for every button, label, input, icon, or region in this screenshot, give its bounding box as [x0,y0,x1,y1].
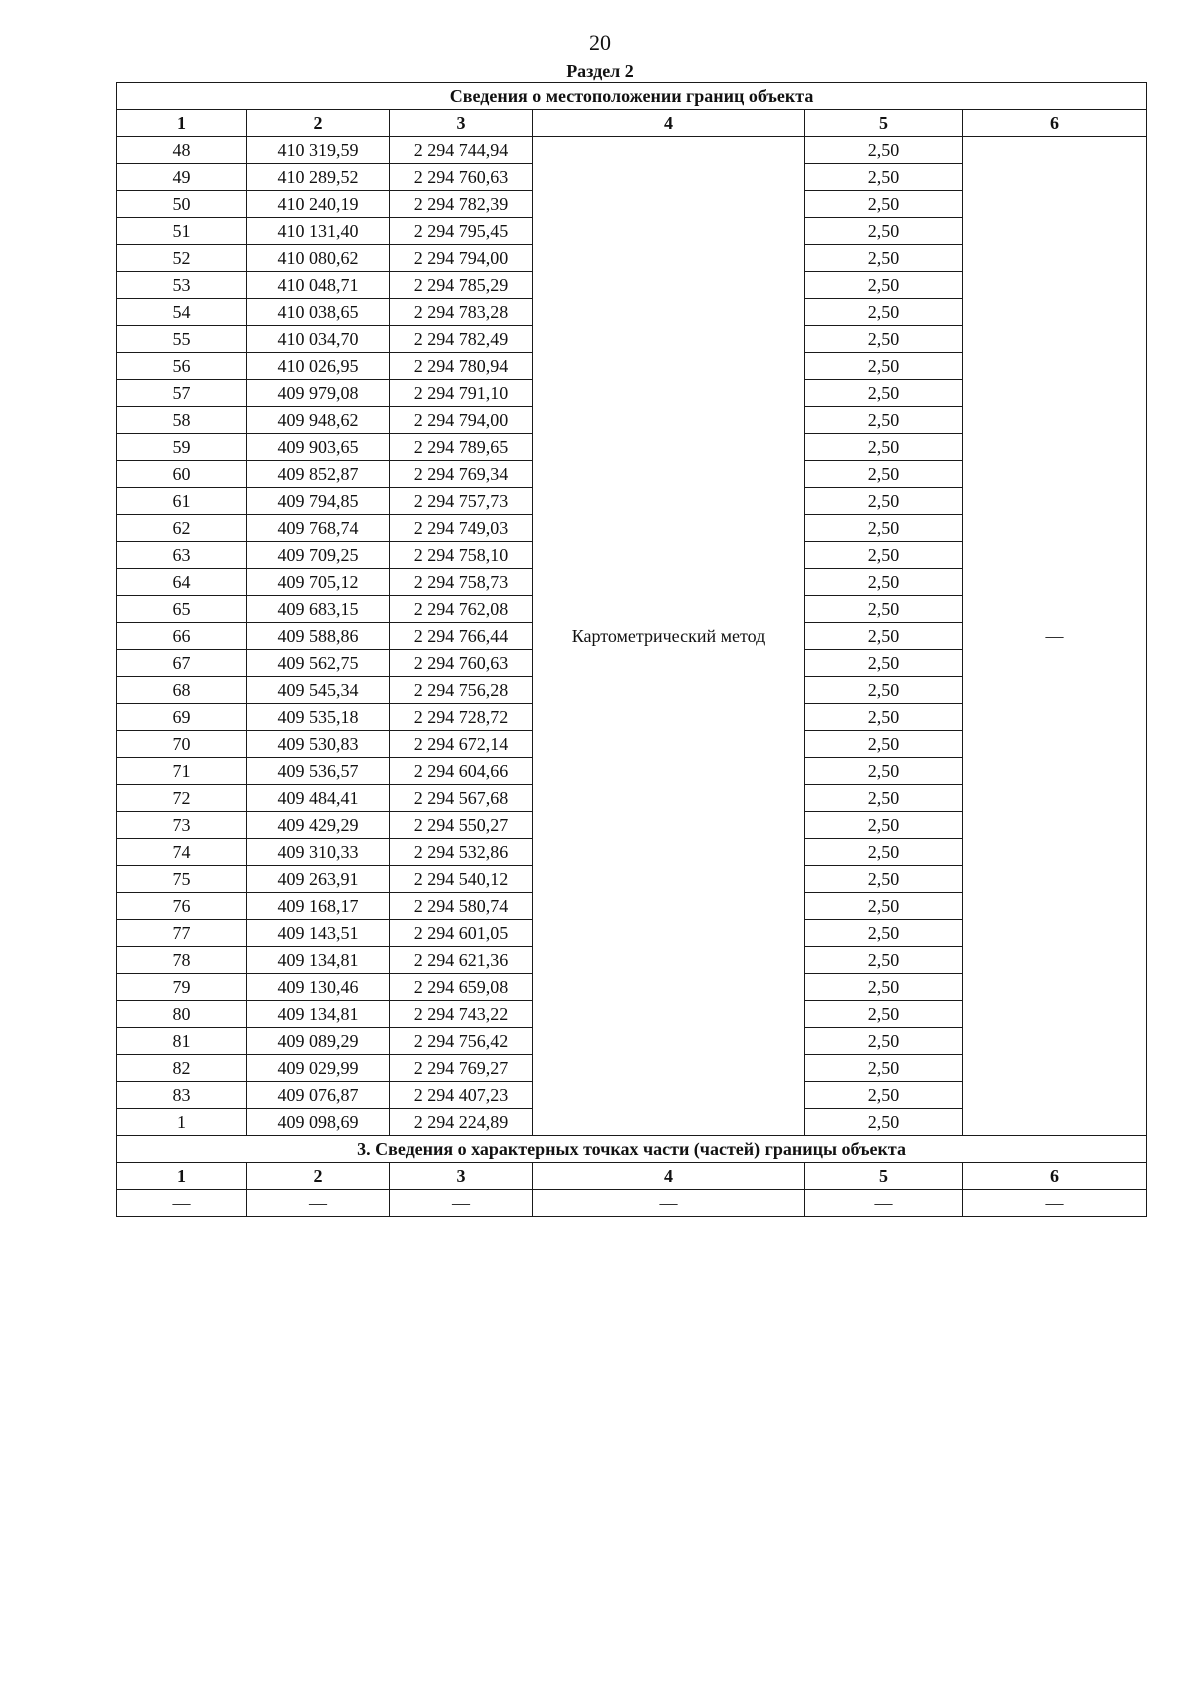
point-number-cell: 63 [117,542,247,569]
accuracy-cell: 2,50 [805,380,963,407]
table2-caption-row [117,1136,1147,1163]
table2-cell: — [533,1190,805,1217]
table2-cell: — [963,1190,1147,1217]
x-coordinate-cell: 409 076,87 [247,1082,390,1109]
point-number-cell: 58 [117,407,247,434]
x-coordinate-cell: 409 429,29 [247,812,390,839]
y-coordinate-cell: 2 294 762,08 [390,596,533,623]
x-coordinate-cell: 409 852,87 [247,461,390,488]
y-coordinate-cell: 2 294 407,23 [390,1082,533,1109]
x-coordinate-cell: 410 038,65 [247,299,390,326]
point-number-cell: 49 [117,164,247,191]
accuracy-cell: 2,50 [805,272,963,299]
point-number-cell: 71 [117,758,247,785]
x-coordinate-cell: 409 794,85 [247,488,390,515]
point-number-cell: 50 [117,191,247,218]
x-coordinate-cell: 409 168,17 [247,893,390,920]
column-header: 1 [117,110,247,137]
accuracy-cell: 2,50 [805,920,963,947]
x-coordinate-cell: 409 709,25 [247,542,390,569]
point-number-cell: 75 [117,866,247,893]
y-coordinate-cell: 2 294 540,12 [390,866,533,893]
point-number-cell: 83 [117,1082,247,1109]
point-number-cell: 53 [117,272,247,299]
y-coordinate-cell: 2 294 769,34 [390,461,533,488]
accuracy-cell: 2,50 [805,542,963,569]
y-coordinate-cell: 2 294 783,28 [390,299,533,326]
x-coordinate-cell: 410 026,95 [247,353,390,380]
y-coordinate-cell: 2 294 795,45 [390,218,533,245]
point-number-cell: 62 [117,515,247,542]
y-coordinate-cell: 2 294 794,00 [390,245,533,272]
y-coordinate-cell: 2 294 728,72 [390,704,533,731]
table2-cell: — [390,1190,533,1217]
accuracy-cell: 2,50 [805,137,963,164]
table-row [117,1190,1147,1217]
x-coordinate-cell: 409 029,99 [247,1055,390,1082]
table1-header-row [117,110,1147,137]
y-coordinate-cell: 2 294 580,74 [390,893,533,920]
accuracy-cell: 2,50 [805,1109,963,1136]
point-number-cell: 48 [117,137,247,164]
boundary-table [116,82,1147,1217]
table-row [117,137,1147,164]
accuracy-cell: 2,50 [805,650,963,677]
table1-caption-row [117,83,1147,110]
point-number-cell: 57 [117,380,247,407]
point-number-cell: 54 [117,299,247,326]
x-coordinate-cell: 409 263,91 [247,866,390,893]
accuracy-cell: 2,50 [805,218,963,245]
accuracy-cell: 2,50 [805,866,963,893]
point-number-cell: 69 [117,704,247,731]
point-number-cell: 59 [117,434,247,461]
y-coordinate-cell: 2 294 743,22 [390,1001,533,1028]
column-header: 3 [390,1163,533,1190]
accuracy-cell: 2,50 [805,731,963,758]
point-number-cell: 74 [117,839,247,866]
point-number-cell: 66 [117,623,247,650]
point-number-cell: 1 [117,1109,247,1136]
y-coordinate-cell: 2 294 769,27 [390,1055,533,1082]
accuracy-cell: 2,50 [805,326,963,353]
x-coordinate-cell: 409 683,15 [247,596,390,623]
point-number-cell: 77 [117,920,247,947]
point-number-cell: 67 [117,650,247,677]
point-number-cell: 64 [117,569,247,596]
y-coordinate-cell: 2 294 224,89 [390,1109,533,1136]
y-coordinate-cell: 2 294 672,14 [390,731,533,758]
section-title: Раздел 2 [566,61,634,81]
accuracy-cell: 2,50 [805,623,963,650]
y-coordinate-cell: 2 294 749,03 [390,515,533,542]
y-coordinate-cell: 2 294 604,66 [390,758,533,785]
point-number-cell: 51 [117,218,247,245]
point-number-cell: 76 [117,893,247,920]
column-header: 6 [963,110,1147,137]
accuracy-cell: 2,50 [805,164,963,191]
point-number-cell: 73 [117,812,247,839]
y-coordinate-cell: 2 294 601,05 [390,920,533,947]
accuracy-cell: 2,50 [805,596,963,623]
y-coordinate-cell: 2 294 621,36 [390,947,533,974]
accuracy-cell: 2,50 [805,1055,963,1082]
point-number-cell: 70 [117,731,247,758]
table1-caption: Сведения о местоположении границ объекта [117,83,1147,110]
method-cell: Картометрический метод [533,137,805,1136]
x-coordinate-cell: 409 545,34 [247,677,390,704]
point-number-cell: 72 [117,785,247,812]
x-coordinate-cell: 409 588,86 [247,623,390,650]
column-header: 6 [963,1163,1147,1190]
y-coordinate-cell: 2 294 789,65 [390,434,533,461]
x-coordinate-cell: 410 048,71 [247,272,390,299]
y-coordinate-cell: 2 294 744,94 [390,137,533,164]
accuracy-cell: 2,50 [805,353,963,380]
x-coordinate-cell: 409 530,83 [247,731,390,758]
accuracy-cell: 2,50 [805,515,963,542]
y-coordinate-cell: 2 294 780,94 [390,353,533,380]
accuracy-cell: 2,50 [805,299,963,326]
table2-cell: — [247,1190,390,1217]
y-coordinate-cell: 2 294 567,68 [390,785,533,812]
x-coordinate-cell: 409 705,12 [247,569,390,596]
point-number-cell: 68 [117,677,247,704]
accuracy-cell: 2,50 [805,434,963,461]
x-coordinate-cell: 410 080,62 [247,245,390,272]
y-coordinate-cell: 2 294 756,28 [390,677,533,704]
accuracy-cell: 2,50 [805,461,963,488]
point-number-cell: 60 [117,461,247,488]
boundary-table-body [117,83,1147,1217]
accuracy-cell: 2,50 [805,812,963,839]
table2-caption: 3. Сведения о характерных точках части (частей) границы объекта [117,1136,1147,1163]
y-coordinate-cell: 2 294 760,63 [390,164,533,191]
y-coordinate-cell: 2 294 550,27 [390,812,533,839]
x-coordinate-cell: 409 903,65 [247,434,390,461]
accuracy-cell: 2,50 [805,893,963,920]
x-coordinate-cell: 409 948,62 [247,407,390,434]
point-number-cell: 52 [117,245,247,272]
point-number-cell: 55 [117,326,247,353]
y-coordinate-cell: 2 294 659,08 [390,974,533,1001]
accuracy-cell: 2,50 [805,245,963,272]
x-coordinate-cell: 409 562,75 [247,650,390,677]
table2-cell: — [117,1190,247,1217]
page-number: 20 [589,30,611,55]
accuracy-cell: 2,50 [805,785,963,812]
x-coordinate-cell: 409 143,51 [247,920,390,947]
accuracy-cell: 2,50 [805,974,963,1001]
point-number-cell: 61 [117,488,247,515]
column-header: 1 [117,1163,247,1190]
accuracy-cell: 2,50 [805,947,963,974]
y-coordinate-cell: 2 294 785,29 [390,272,533,299]
y-coordinate-cell: 2 294 756,42 [390,1028,533,1055]
point-number-cell: 80 [117,1001,247,1028]
accuracy-cell: 2,50 [805,407,963,434]
y-coordinate-cell: 2 294 782,39 [390,191,533,218]
x-coordinate-cell: 410 131,40 [247,218,390,245]
accuracy-cell: 2,50 [805,677,963,704]
point-number-cell: 56 [117,353,247,380]
column-header: 2 [247,110,390,137]
x-coordinate-cell: 409 484,41 [247,785,390,812]
column-header: 4 [533,1163,805,1190]
y-coordinate-cell: 2 294 757,73 [390,488,533,515]
y-coordinate-cell: 2 294 532,86 [390,839,533,866]
accuracy-cell: 2,50 [805,1082,963,1109]
accuracy-cell: 2,50 [805,488,963,515]
column-header: 2 [247,1163,390,1190]
column-header: 5 [805,110,963,137]
x-coordinate-cell: 409 089,29 [247,1028,390,1055]
y-coordinate-cell: 2 294 758,73 [390,569,533,596]
accuracy-cell: 2,50 [805,704,963,731]
y-coordinate-cell: 2 294 766,44 [390,623,533,650]
x-coordinate-cell: 410 240,19 [247,191,390,218]
x-coordinate-cell: 409 535,18 [247,704,390,731]
y-coordinate-cell: 2 294 791,10 [390,380,533,407]
x-coordinate-cell: 410 034,70 [247,326,390,353]
point-number-cell: 81 [117,1028,247,1055]
accuracy-cell: 2,50 [805,1028,963,1055]
x-coordinate-cell: 410 289,52 [247,164,390,191]
x-coordinate-cell: 409 098,69 [247,1109,390,1136]
accuracy-cell: 2,50 [805,839,963,866]
accuracy-cell: 2,50 [805,569,963,596]
y-coordinate-cell: 2 294 794,00 [390,407,533,434]
column-header: 3 [390,110,533,137]
y-coordinate-cell: 2 294 782,49 [390,326,533,353]
accuracy-cell: 2,50 [805,758,963,785]
x-coordinate-cell: 409 134,81 [247,947,390,974]
x-coordinate-cell: 409 979,08 [247,380,390,407]
column6-cell: — [963,137,1147,1136]
x-coordinate-cell: 409 536,57 [247,758,390,785]
x-coordinate-cell: 410 319,59 [247,137,390,164]
x-coordinate-cell: 409 310,33 [247,839,390,866]
y-coordinate-cell: 2 294 758,10 [390,542,533,569]
point-number-cell: 78 [117,947,247,974]
column-header: 5 [805,1163,963,1190]
y-coordinate-cell: 2 294 760,63 [390,650,533,677]
point-number-cell: 79 [117,974,247,1001]
accuracy-cell: 2,50 [805,1001,963,1028]
point-number-cell: 82 [117,1055,247,1082]
column-header: 4 [533,110,805,137]
x-coordinate-cell: 409 768,74 [247,515,390,542]
accuracy-cell: 2,50 [805,191,963,218]
table2-cell: — [805,1190,963,1217]
x-coordinate-cell: 409 130,46 [247,974,390,1001]
x-coordinate-cell: 409 134,81 [247,1001,390,1028]
point-number-cell: 65 [117,596,247,623]
table2-header-row [117,1163,1147,1190]
